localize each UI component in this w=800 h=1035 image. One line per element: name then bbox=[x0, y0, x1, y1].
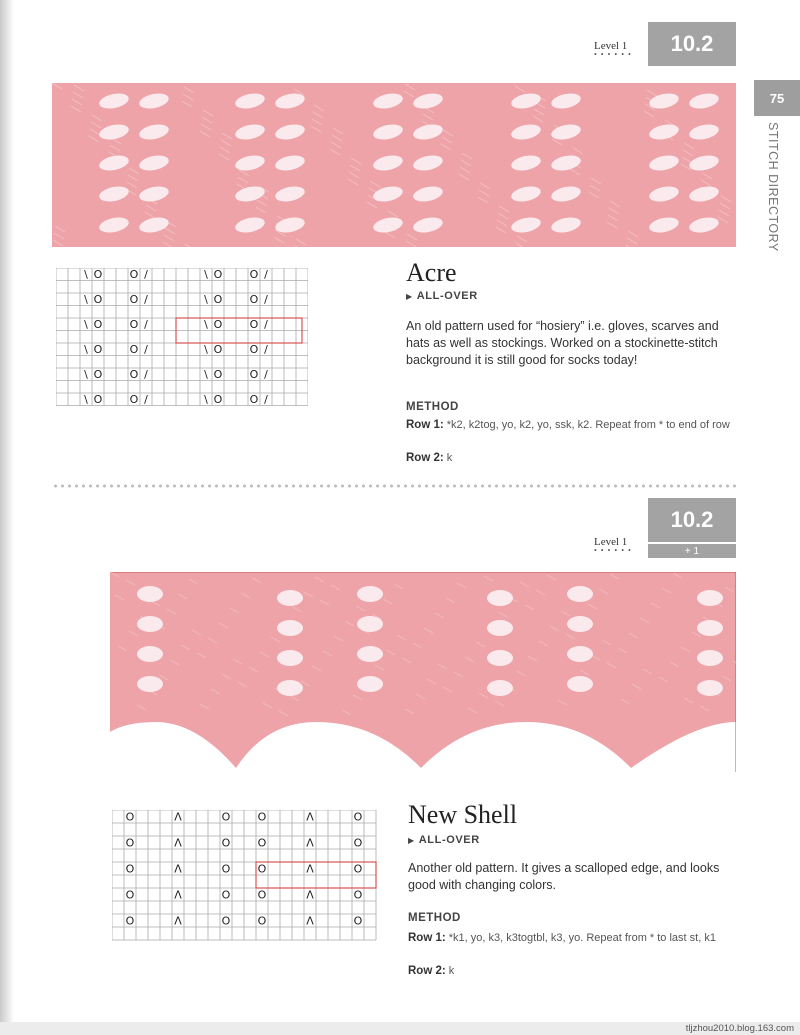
chart-symbol: O bbox=[257, 836, 267, 850]
chart-symbol: \ bbox=[84, 293, 88, 306]
chart-symbol: / bbox=[144, 368, 148, 381]
chart-symbol: / bbox=[144, 343, 148, 356]
chart-symbol: Λ bbox=[306, 914, 314, 928]
section-divider-dotted bbox=[52, 484, 736, 488]
triangle-right-icon: ▶ bbox=[406, 292, 413, 301]
chart-symbol: Λ bbox=[306, 862, 314, 876]
chart-symbol: \ bbox=[84, 268, 88, 281]
chart-symbol: O bbox=[249, 293, 259, 306]
page-gutter-shadow bbox=[0, 0, 14, 1035]
chart-symbol: O bbox=[213, 268, 223, 281]
chart-symbol: \ bbox=[84, 318, 88, 331]
chart-symbol: O bbox=[353, 862, 363, 876]
chart-symbol: Λ bbox=[174, 810, 182, 824]
section-label-vertical bbox=[758, 118, 794, 278]
chart-symbol: / bbox=[264, 343, 268, 356]
chart-symbol: O bbox=[257, 810, 267, 824]
chart-symbol: O bbox=[129, 293, 139, 306]
pattern-title-new-shell: New Shell bbox=[408, 800, 518, 829]
acre-stitch-chart bbox=[56, 268, 308, 413]
chart-symbol: / bbox=[264, 368, 268, 381]
chart-symbol: / bbox=[264, 393, 268, 406]
chart-symbol: O bbox=[221, 862, 231, 876]
pattern-number: 10.2 bbox=[670, 507, 714, 532]
chart-symbol: O bbox=[257, 888, 267, 902]
chart-symbol: O bbox=[93, 293, 103, 306]
chart-symbol: Λ bbox=[174, 914, 182, 928]
chart-symbol: O bbox=[221, 888, 231, 902]
chart-symbol: \ bbox=[84, 368, 88, 381]
method-row2-new-shell: Row 2: k bbox=[408, 965, 455, 977]
chart-symbol: O bbox=[93, 393, 103, 406]
page-number-tab bbox=[754, 80, 800, 116]
chart-symbol: \ bbox=[84, 393, 88, 406]
pattern-category-2: ▶ ALL-OVER bbox=[408, 834, 480, 846]
chart-symbol: / bbox=[264, 318, 268, 331]
pattern-description-1: An old pattern used for “hosiery” i.e. gloves, scarves and hats as well as stockings. Worked on a stockinette-stitch background it is still good for socks today! bbox=[406, 319, 719, 367]
chart-symbol: O bbox=[249, 318, 259, 331]
chart-symbol: O bbox=[353, 888, 363, 902]
chart-symbol: O bbox=[249, 268, 259, 281]
chart-symbol: / bbox=[264, 293, 268, 306]
chart-symbol: \ bbox=[204, 268, 208, 281]
chart-symbol: O bbox=[125, 836, 135, 850]
level-indicator-2: Level 1 • • • • • • bbox=[594, 536, 632, 555]
method-heading-2: METHOD bbox=[408, 912, 461, 924]
chart-symbol: O bbox=[353, 836, 363, 850]
chart-symbol: \ bbox=[204, 318, 208, 331]
chart-symbol: \ bbox=[204, 293, 208, 306]
acre-swatch-photo bbox=[52, 83, 736, 247]
pattern-title-acre: Acre bbox=[406, 258, 457, 287]
chart-symbol: O bbox=[353, 810, 363, 824]
chart-symbol: O bbox=[125, 888, 135, 902]
chart-symbol: O bbox=[213, 343, 223, 356]
new-shell-swatch-photo bbox=[110, 572, 736, 790]
new-shell-stitch-chart bbox=[112, 810, 384, 947]
chart-symbol: O bbox=[125, 862, 135, 876]
pattern-category-1: ▶ ALL-OVER bbox=[406, 290, 478, 302]
chart-symbol: Λ bbox=[174, 836, 182, 850]
section-label: STITCH DIRECTORY bbox=[766, 122, 780, 252]
level-indicator-1: Level 1 • • • • • • bbox=[594, 40, 632, 59]
method-row2-acre: Row 2: k bbox=[406, 452, 453, 464]
chart-symbol: O bbox=[129, 268, 139, 281]
method-row1-new-shell: Row 1: *k1, yo, k3, k3togtbl, k3, yo. Repeat from * to last st, k1 bbox=[408, 932, 716, 944]
chart-symbol: Λ bbox=[306, 836, 314, 850]
chart-symbol: O bbox=[249, 343, 259, 356]
chart-symbol: O bbox=[129, 368, 139, 381]
chart-symbol: O bbox=[213, 318, 223, 331]
chart-symbol: O bbox=[213, 393, 223, 406]
triangle-right-icon: ▶ bbox=[408, 836, 415, 845]
chart-symbol: O bbox=[249, 368, 259, 381]
footer-watermark: tljzhou2010.blog.163.com bbox=[685, 1023, 794, 1034]
chart-symbol: O bbox=[353, 914, 363, 928]
chart-symbol: O bbox=[249, 393, 259, 406]
chart-symbol: O bbox=[257, 862, 267, 876]
chart-symbol: \ bbox=[204, 368, 208, 381]
chart-symbol: O bbox=[221, 810, 231, 824]
chart-symbol: O bbox=[221, 836, 231, 850]
chart-symbol: O bbox=[213, 293, 223, 306]
chart-symbol: / bbox=[144, 293, 148, 306]
chart-symbol: Λ bbox=[306, 888, 314, 902]
chart-symbol: O bbox=[129, 393, 139, 406]
chart-symbol: \ bbox=[84, 343, 88, 356]
chart-symbol: Λ bbox=[174, 862, 182, 876]
level-dots: • • • • • • bbox=[594, 50, 632, 59]
chart-symbol: O bbox=[93, 343, 103, 356]
method-heading-1: METHOD bbox=[406, 401, 459, 413]
chart-symbol: O bbox=[129, 343, 139, 356]
chart-symbol: O bbox=[221, 914, 231, 928]
chart-symbol: / bbox=[264, 268, 268, 281]
pattern-number-sub: + 1 bbox=[648, 544, 736, 558]
method-row1-acre: Row 1: *k2, k2tog, yo, k2, yo, ssk, k2. Repeat from * to end of row bbox=[406, 419, 730, 431]
chart-symbol: / bbox=[144, 318, 148, 331]
level-dots: • • • • • • bbox=[594, 546, 632, 555]
footer-bar bbox=[0, 1022, 800, 1035]
chart-symbol: O bbox=[93, 268, 103, 281]
pattern-description-2: Another old pattern. It gives a scalloped edge, and looks good with changing colors. bbox=[408, 861, 720, 892]
chart-symbol: \ bbox=[204, 393, 208, 406]
chart-symbol: O bbox=[125, 810, 135, 824]
pattern-number: 10.2 bbox=[670, 31, 714, 56]
pattern-number-box-1 bbox=[648, 22, 736, 66]
page-number: 75 bbox=[769, 90, 785, 106]
chart-symbol: \ bbox=[204, 343, 208, 356]
chart-symbol: Λ bbox=[174, 888, 182, 902]
chart-symbol: O bbox=[257, 914, 267, 928]
chart-symbol: / bbox=[144, 268, 148, 281]
chart-symbol: O bbox=[213, 368, 223, 381]
chart-symbol: O bbox=[125, 914, 135, 928]
chart-symbol: O bbox=[93, 368, 103, 381]
pattern-number-box-2 bbox=[648, 498, 736, 542]
chart-symbol: O bbox=[93, 318, 103, 331]
chart-symbol: Λ bbox=[306, 810, 314, 824]
chart-symbol: O bbox=[129, 318, 139, 331]
chart-symbol: / bbox=[144, 393, 148, 406]
